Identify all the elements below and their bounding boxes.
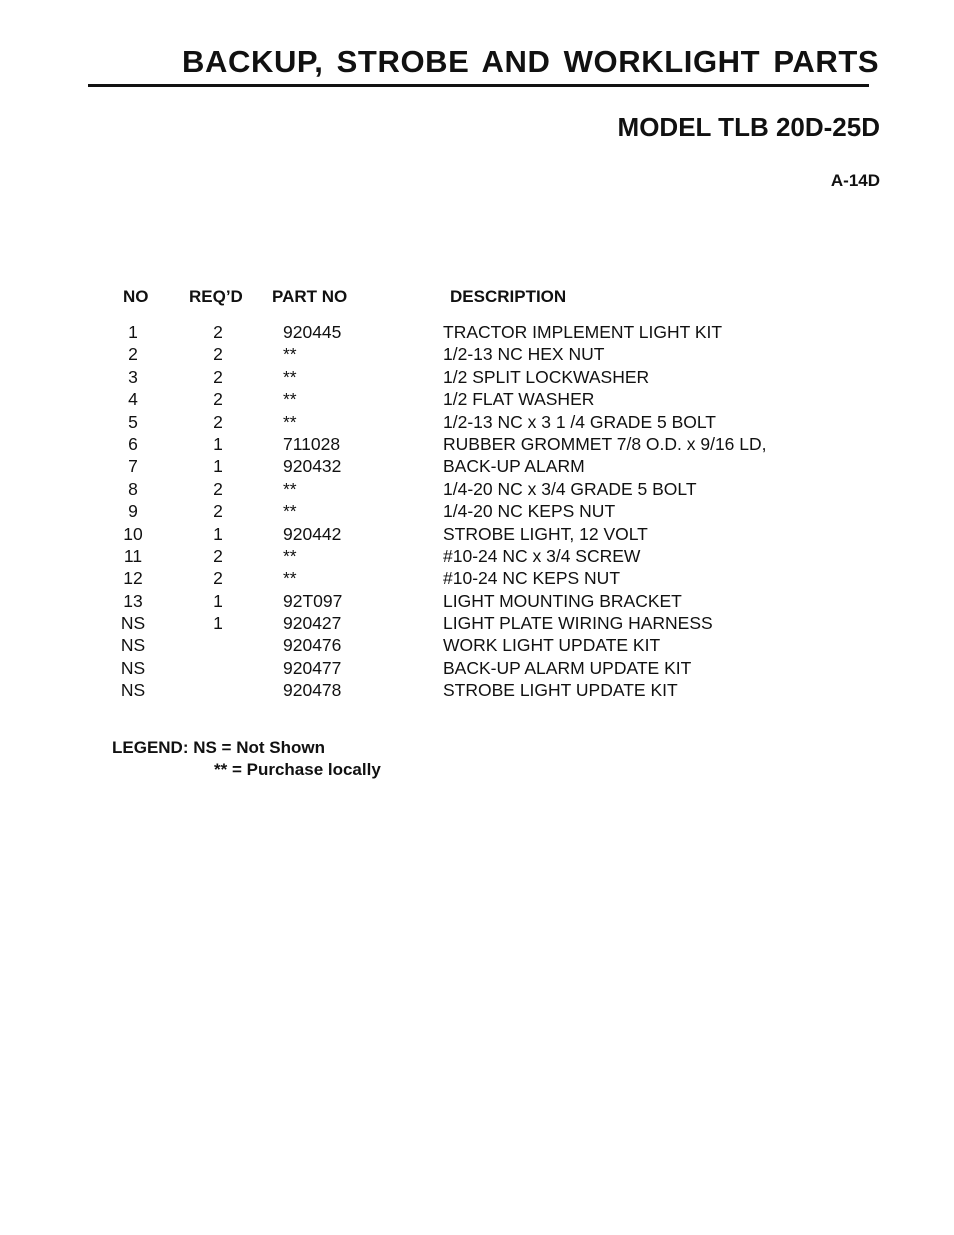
table-row <box>0 434 954 456</box>
cell-no: 13 <box>123 590 143 611</box>
table-row <box>0 389 954 411</box>
header-req: REQ’D <box>189 287 243 306</box>
cell-part-no: 920427 <box>283 613 342 634</box>
cell-description: 1/2 FLAT WASHER <box>443 389 595 410</box>
cell-req: 2 <box>213 389 223 410</box>
table-row <box>0 344 954 366</box>
table-row <box>0 613 954 635</box>
header-description: DESCRIPTION <box>450 287 567 306</box>
cell-no: NS <box>120 635 146 656</box>
cell-no: 4 <box>128 389 138 410</box>
cell-req: 1 <box>213 613 223 634</box>
cell-no: 12 <box>123 568 143 589</box>
table-row <box>0 591 954 613</box>
cell-part-no: 920445 <box>283 322 342 342</box>
cell-no: 5 <box>128 411 138 432</box>
cell-description: BACK-UP ALARM UPDATE KIT <box>443 657 692 678</box>
cell-no: 6 <box>128 433 138 454</box>
table-row <box>0 501 954 523</box>
cell-no: NS <box>120 680 146 701</box>
cell-part-no: ** <box>283 568 297 589</box>
cell-part-no: 920432 <box>283 456 342 477</box>
cell-req: 2 <box>213 568 223 589</box>
cell-description: LIGHT PLATE WIRING HARNESS <box>443 613 713 634</box>
cell-no: 3 <box>128 366 138 387</box>
cell-description: STROBE LIGHT, 12 VOLT <box>443 523 648 544</box>
header-part-no: PART NO <box>272 287 348 306</box>
cell-req: 1 <box>213 456 223 477</box>
title-rule <box>88 84 869 87</box>
cell-part-no: 92T097 <box>283 590 343 611</box>
cell-part-no: ** <box>283 411 297 432</box>
cell-description: #10-24 NC x 3/4 SCREW <box>443 545 641 566</box>
cell-no: 2 <box>128 344 138 365</box>
cell-no: 8 <box>128 478 138 499</box>
cell-req: 1 <box>213 590 223 611</box>
cell-part-no: 711028 <box>283 433 341 454</box>
cell-part-no: ** <box>283 389 297 410</box>
page-title: BACKUP, STROBE AND WORKLIGHT PARTS <box>182 44 880 79</box>
cell-part-no: 920442 <box>283 523 342 544</box>
table-row <box>0 635 954 657</box>
cell-no: 1 <box>128 322 138 342</box>
cell-description: RUBBER GROMMET 7/8 O.D. x 9/16 LD, <box>443 433 767 454</box>
cell-description: 1/2-13 NC HEX NUT <box>443 344 605 365</box>
table-row <box>0 456 954 478</box>
cell-req: 2 <box>213 366 223 387</box>
legend-not-shown: LEGEND: NS = Not Shown <box>112 738 325 757</box>
model-title: MODEL TLB 20D-25D <box>617 112 880 142</box>
cell-part-no: ** <box>283 545 297 566</box>
cell-no: NS <box>120 657 146 678</box>
cell-no: 10 <box>123 523 143 544</box>
cell-no: NS <box>120 613 146 634</box>
legend-purchase-locally: ** = Purchase locally <box>214 760 381 779</box>
cell-description: 1/4-20 NC x 3/4 GRADE 5 BOLT <box>443 478 697 499</box>
cell-req: 2 <box>213 545 223 566</box>
cell-description: 1/2-13 NC x 3 1 /4 GRADE 5 BOLT <box>443 411 716 432</box>
legend <box>112 737 381 781</box>
table-row <box>0 568 954 590</box>
cell-req: 2 <box>213 478 223 499</box>
cell-req: 2 <box>213 344 223 365</box>
cell-req: 2 <box>213 501 223 522</box>
header-no: NO <box>123 287 149 306</box>
column-headers <box>0 287 954 309</box>
cell-req: 1 <box>213 433 223 454</box>
table-row <box>0 322 954 344</box>
cell-part-no: 920476 <box>283 635 342 656</box>
cell-description: STROBE LIGHT UPDATE KIT <box>443 680 678 701</box>
cell-part-no: ** <box>283 501 297 522</box>
cell-req: 2 <box>213 322 223 342</box>
cell-part-no: ** <box>283 366 297 387</box>
cell-description: BACK-UP ALARM <box>443 456 585 477</box>
cell-req: 2 <box>213 411 223 432</box>
page-code: A-14D <box>830 171 880 190</box>
table-row <box>0 546 954 568</box>
cell-no: 9 <box>128 501 138 522</box>
cell-no: 7 <box>128 456 138 477</box>
cell-part-no: 920477 <box>283 657 342 678</box>
cell-description: TRACTOR IMPLEMENT LIGHT KIT <box>443 322 723 342</box>
cell-no: 11 <box>123 545 143 566</box>
cell-description: 1/2 SPLIT LOCKWASHER <box>443 366 650 387</box>
parts-list <box>0 322 954 703</box>
cell-description: WORK LIGHT UPDATE KIT <box>443 635 661 656</box>
cell-part-no: 920478 <box>283 680 342 701</box>
cell-part-no: ** <box>283 344 297 365</box>
cell-description: LIGHT MOUNTING BRACKET <box>443 590 682 611</box>
table-row <box>0 412 954 434</box>
table-row <box>0 680 954 702</box>
table-row <box>0 479 954 501</box>
table-row <box>0 658 954 680</box>
cell-description: #10-24 NC KEPS NUT <box>443 568 621 589</box>
cell-req: 1 <box>213 523 223 544</box>
table-row <box>0 367 954 389</box>
cell-part-no: ** <box>283 478 297 499</box>
cell-description: 1/4-20 NC KEPS NUT <box>443 501 616 522</box>
table-row <box>0 524 954 546</box>
